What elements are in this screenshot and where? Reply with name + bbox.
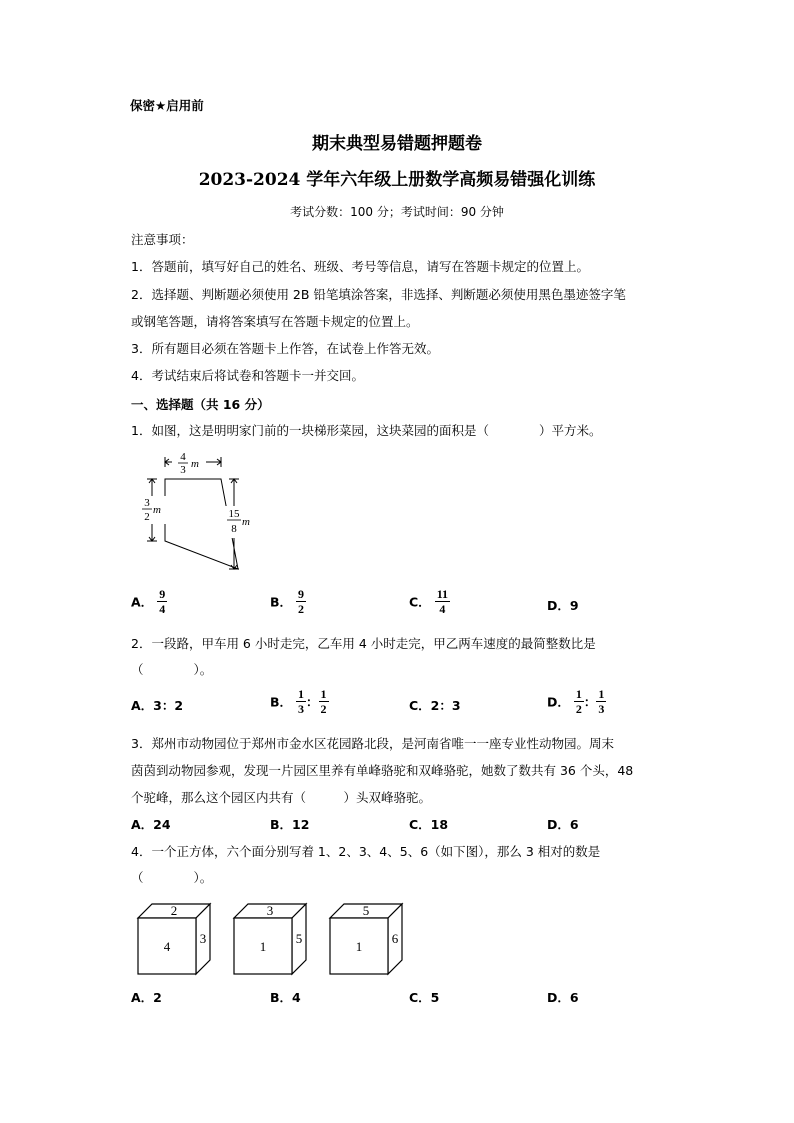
q2-option-d: D． $\frac{1}{2}$ ： $\frac{1}{3}$: [547, 687, 605, 716]
cube-top-label: 2: [170, 903, 178, 918]
question-3-stem: 3．郑州市动物园位于郑州市金水区花园路北段，是河南省唯一一座专业性动物园。周末: [131, 736, 614, 751]
left-dim-unit: m: [153, 504, 161, 516]
q4-option-d: D．6: [547, 990, 579, 1005]
q2-option-a: A．3：2: [131, 698, 184, 713]
question-1-stem: 1．如图，这是明明家门前的一块梯形菜园，这块菜园的面积是（ ）平方米。: [131, 423, 602, 438]
top-dim-num: 4: [180, 451, 186, 463]
right-dim-num: 15: [228, 508, 240, 520]
question-4-stem-cont: （ ）。: [131, 870, 213, 885]
right-dim-den: 8: [231, 523, 237, 535]
cube-top-label: 3: [266, 903, 274, 918]
page-subtitle: 2023-2024 学年六年级上册数学高频易错强化训练: [198, 170, 596, 190]
notes-heading: 注意事项：: [131, 232, 194, 247]
cube-front-label: 4: [163, 939, 171, 954]
cube-front-label: 1: [259, 939, 267, 954]
cube-top-label: 5: [362, 903, 370, 918]
q2-option-b: B． $\frac{1}{3}$ ： $\frac{1}{2}$: [270, 687, 327, 716]
left-dim-den: 2: [144, 511, 150, 523]
exam-info: 考试分数：100 分；考试时间：90 分钟: [290, 205, 504, 219]
cubes-figure: [130, 898, 420, 978]
q1-option-b: B． $\frac{9}{2}$: [270, 587, 305, 616]
cube-side-label: 3: [199, 931, 207, 946]
cube-side-label: 6: [391, 931, 399, 946]
left-dim-num: 3: [144, 497, 150, 509]
q3-option-a: A．24: [131, 817, 171, 832]
note-item: 3．所有题目必须在答题卡上作答，在试卷上作答无效。: [131, 341, 439, 356]
note-item: 1．答题前，填写好自己的姓名、班级、考号等信息，请写在答题卡规定的位置上。: [131, 259, 589, 274]
question-3-stem-cont: 个驼峰，那么这个园区内共有（ ）头双峰骆驼。: [131, 790, 432, 805]
top-dim-den: 3: [180, 464, 186, 476]
question-3-stem-cont: 茵茵到动物园参观，发现一片园区里养有单峰骆驼和双峰骆驼，她数了数共有 36 个头，48: [131, 763, 634, 778]
q4-option-a: A．2: [131, 990, 162, 1005]
cube-front-label: 1: [355, 939, 363, 954]
note-item: 2．选择题、判断题必须使用 2B 铅笔填涂答案，非选择、判断题必须使用黑色墨迹签字笔: [131, 287, 626, 302]
note-item: 4．考试结束后将试卷和答题卡一并交回。: [131, 368, 364, 383]
right-dim-unit: m: [242, 516, 250, 528]
q1-option-a: A． $\frac{9}{4}$: [131, 587, 166, 616]
q4-option-c: C．5: [409, 990, 440, 1005]
page-title: 期末典型易错题押题卷: [312, 134, 482, 154]
note-item: 或钢笔答题，请将答案填写在答题卡规定的位置上。: [131, 314, 419, 329]
q1-option-c: C． $\frac{11}{4}$: [409, 587, 449, 616]
question-2-stem-cont: （ ）。: [131, 662, 213, 677]
q1-option-d: D．9: [547, 598, 579, 613]
section-title: 一、选择题（共 16 分）: [131, 397, 270, 412]
q2-option-c: C．2：3: [409, 698, 461, 713]
trapezoid-figure: [128, 448, 278, 573]
q3-option-d: D．6: [547, 817, 579, 832]
q3-option-b: B．12: [270, 817, 310, 832]
question-4-stem: 4．一个正方体，六个面分别写着 1、2、3、4、5、6（如下图），那么 3 相对的数是: [131, 844, 601, 859]
secret-label: 保密★启用前: [130, 98, 204, 113]
q4-option-b: B．4: [270, 990, 301, 1005]
cube-side-label: 5: [295, 931, 303, 946]
q3-option-c: C．18: [409, 817, 449, 832]
top-dim-unit: m: [191, 458, 199, 470]
question-2-stem: 2．一段路，甲车用 6 小时走完，乙车用 4 小时走完，甲乙两车速度的最简整数比是: [131, 636, 596, 651]
